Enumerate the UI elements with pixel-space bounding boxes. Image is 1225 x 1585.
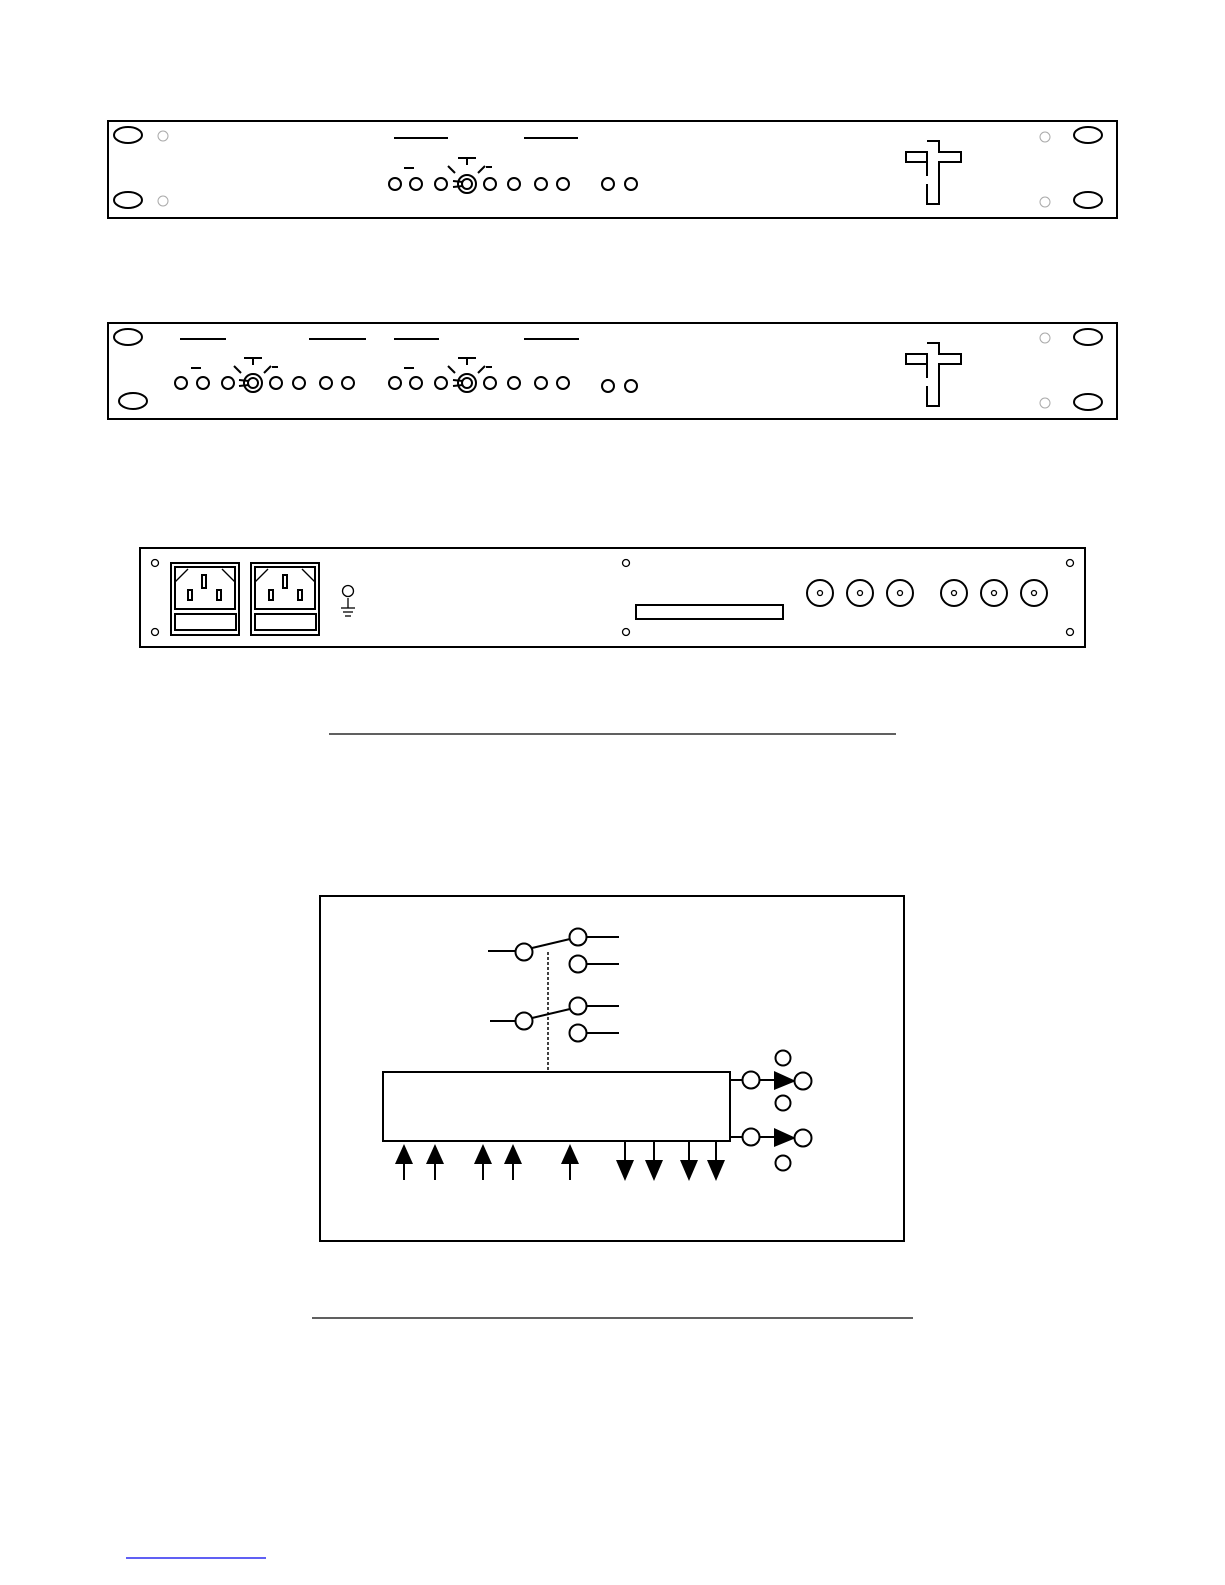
card-slot	[636, 605, 783, 619]
screw-icon	[158, 196, 168, 206]
led-icon	[484, 377, 496, 389]
arrow-down-icon	[645, 1141, 663, 1181]
arrow-down-icon	[680, 1141, 698, 1181]
arrow-right-icon	[774, 1071, 796, 1090]
switch-pole	[488, 929, 619, 973]
front-panel-single	[108, 121, 1117, 218]
led-icon	[410, 178, 422, 190]
led-icon	[535, 377, 547, 389]
arrow-up-icon	[504, 1144, 522, 1180]
arrow-up-icon	[474, 1144, 492, 1180]
arrow-down-icon	[616, 1141, 634, 1181]
processing-block	[383, 1072, 730, 1141]
arrow-down-icon	[707, 1141, 725, 1181]
screw-icon	[158, 131, 168, 141]
led-row	[389, 178, 637, 190]
bnc-connector-icon[interactable]	[847, 580, 873, 606]
iec-power-inlet-icon[interactable]	[171, 563, 239, 635]
oval-hole-icon	[114, 329, 142, 345]
screw-icon	[1040, 398, 1050, 408]
screw-icon	[623, 629, 630, 636]
screw-icon	[1040, 197, 1050, 207]
led-icon	[222, 377, 234, 389]
led-icon	[389, 377, 401, 389]
iec-power-inlet-icon[interactable]	[251, 563, 319, 635]
led-icon	[508, 377, 520, 389]
screw-icon	[1040, 333, 1050, 343]
bnc-row	[807, 580, 1047, 606]
screw-icon	[623, 560, 630, 567]
arrow-up-icon	[395, 1144, 413, 1180]
output-relay	[730, 1128, 812, 1171]
bnc-connector-icon[interactable]	[981, 580, 1007, 606]
bnc-connector-icon[interactable]	[807, 580, 833, 606]
led-icon	[197, 377, 209, 389]
led-icon	[484, 178, 496, 190]
led-icon	[389, 178, 401, 190]
led-icon	[293, 377, 305, 389]
led-icon	[435, 178, 447, 190]
led-icon	[508, 178, 520, 190]
output-relay	[730, 1051, 812, 1111]
led-icon	[625, 178, 637, 190]
screw-icon	[152, 560, 159, 567]
screw-icon	[152, 629, 159, 636]
led-icon	[342, 377, 354, 389]
led-icon	[320, 377, 332, 389]
led-icon	[270, 377, 282, 389]
arrow-right-icon	[774, 1128, 796, 1147]
cross-handle-icon[interactable]	[906, 343, 961, 406]
led-icon	[602, 178, 614, 190]
bnc-connector-icon[interactable]	[941, 580, 967, 606]
led-icon	[557, 377, 569, 389]
led-icon	[557, 178, 569, 190]
output-arrows	[616, 1141, 725, 1181]
led-icon	[602, 380, 614, 392]
oval-hole-icon	[1074, 127, 1102, 143]
ground-icon	[341, 586, 355, 617]
bnc-connector-icon[interactable]	[1021, 580, 1047, 606]
switch-pole	[490, 998, 619, 1042]
oval-hole-icon	[114, 192, 142, 208]
screw-icon	[1067, 560, 1074, 567]
led-icon	[535, 178, 547, 190]
arrow-up-icon	[561, 1144, 579, 1180]
oval-hole-icon	[119, 393, 147, 409]
oval-hole-icon	[114, 127, 142, 143]
front-panel-dual	[108, 323, 1117, 419]
cross-handle-icon[interactable]	[906, 141, 961, 204]
led-icon	[410, 377, 422, 389]
led-icon	[435, 377, 447, 389]
oval-hole-icon	[1074, 329, 1102, 345]
oval-hole-icon	[1074, 394, 1102, 410]
screw-icon	[1067, 629, 1074, 636]
input-arrows	[395, 1144, 579, 1180]
led-icon	[175, 377, 187, 389]
bnc-connector-icon[interactable]	[887, 580, 913, 606]
screw-icon	[1040, 132, 1050, 142]
rear-panel	[140, 548, 1085, 647]
oval-hole-icon	[1074, 192, 1102, 208]
arrow-up-icon	[426, 1144, 444, 1180]
led-icon	[625, 380, 637, 392]
block-diagram	[320, 896, 904, 1241]
